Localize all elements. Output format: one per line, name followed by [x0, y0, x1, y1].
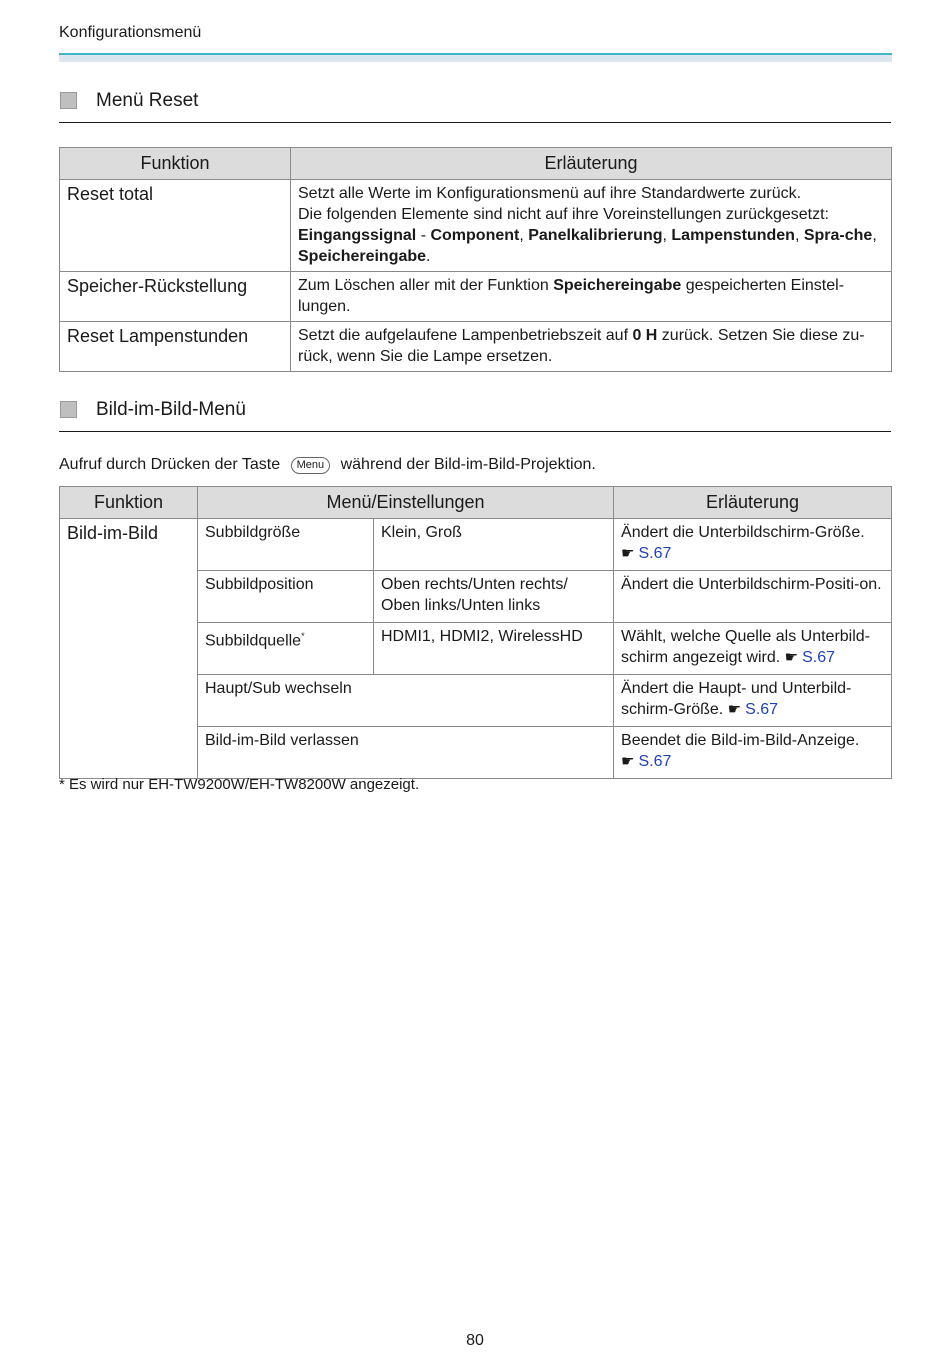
table-row	[60, 272, 892, 322]
page-link[interactable]: S.67	[745, 701, 779, 718]
col-header-explanation: Erläuterung	[291, 148, 892, 180]
col-header-function: Funktion	[60, 487, 198, 519]
setting-cell: HDMI1, HDMI2, WirelessHD	[374, 623, 614, 675]
pointing-hand-icon: ☛	[727, 701, 742, 718]
reset-section-heading	[59, 90, 891, 123]
square-bullet-icon	[60, 92, 77, 109]
pip-section-heading	[59, 399, 891, 432]
function-cell: Bild-im-Bild	[60, 519, 198, 779]
reset-table	[59, 147, 892, 372]
explanation-cell: Setzt die aufgelaufene Lampenbetriebszeit auf 0 H zurück. Setzen Sie diese zu-rück, wenn Sie die Lampe ersetzen.	[291, 322, 892, 372]
explanation-cell: Ändert die Unterbildschirm-Größe. ☛ S.67	[614, 519, 892, 571]
function-cell: Reset Lampenstunden	[60, 322, 291, 372]
function-cell: Speicher-Rückstellung	[60, 272, 291, 322]
pip-section	[59, 399, 891, 432]
menu-cell: Bild-im-Bild verlassen	[198, 727, 614, 779]
page-number: 80	[466, 1332, 484, 1349]
explanation-line: Setzt alle Werte im Konfigurationsmenü auf ihre Standardwerte zurück.	[298, 185, 802, 202]
col-header-menu: Menü/Einstellungen	[198, 487, 614, 519]
menu-cell: Subbildquelle*	[198, 623, 374, 675]
menu-cell: Haupt/Sub wechseln	[198, 675, 614, 727]
header-rule	[59, 53, 892, 62]
square-bullet-icon	[60, 401, 77, 418]
explanation-cell	[291, 180, 892, 272]
pip-table	[59, 486, 892, 779]
pointing-hand-icon: ☛	[784, 649, 799, 666]
reset-items: Eingangssignal - Component, Panelkalibrierung, Lampenstunden, Spra-che, Speichereingabe.	[298, 227, 877, 265]
explanation-cell: Wählt, welche Quelle als Unterbild-schirm angezeigt wird. ☛ S.67	[614, 623, 892, 675]
explanation-cell: Ändert die Unterbildschirm-Positi-on.	[614, 571, 892, 623]
explanation-cell: Ändert die Haupt- und Unterbild-schirm-Größe. ☛ S.67	[614, 675, 892, 727]
page-link[interactable]: S.67	[802, 649, 836, 666]
table-row	[60, 180, 892, 272]
menu-cell: Subbildgröße	[198, 519, 374, 571]
menu-key-icon: Menu	[291, 457, 331, 474]
table-row	[60, 519, 892, 571]
pip-intro: Aufruf durch Drücken der Taste Menu während der Bild-im-Bild-Projektion.	[59, 456, 596, 473]
explanation-line: Die folgenden Elemente sind nicht auf ihre Voreinstellungen zurückgesetzt:	[298, 206, 829, 223]
page-link[interactable]: S.67	[638, 545, 672, 562]
menu-cell: Subbildposition	[198, 571, 374, 623]
explanation-cell: Zum Löschen aller mit der Funktion Speichereingabe gespeicherten Einstel-lungen.	[291, 272, 892, 322]
col-header-function: Funktion	[60, 148, 291, 180]
pointing-hand-icon: ☛	[621, 545, 635, 562]
table-row	[60, 322, 892, 372]
setting-cell: Oben rechts/Unten rechts/ Oben links/Unten links	[374, 571, 614, 623]
footnote: * Es wird nur EH-TW9200W/EH-TW8200W angezeigt.	[59, 776, 420, 793]
setting-cell: Klein, Groß	[374, 519, 614, 571]
page-link[interactable]: S.67	[638, 753, 672, 770]
explanation-cell: Beendet die Bild-im-Bild-Anzeige. ☛ S.67	[614, 727, 892, 779]
col-header-explanation: Erläuterung	[614, 487, 892, 519]
pip-section-title: Bild-im-Bild-Menü	[96, 399, 246, 420]
function-cell: Reset total	[60, 180, 291, 272]
reset-section	[59, 90, 891, 372]
pip-table-wrap	[59, 486, 891, 779]
pointing-hand-icon: ☛	[621, 753, 635, 770]
running-header: Konfigurationsmenü	[59, 24, 202, 41]
reset-section-title: Menü Reset	[96, 90, 199, 111]
